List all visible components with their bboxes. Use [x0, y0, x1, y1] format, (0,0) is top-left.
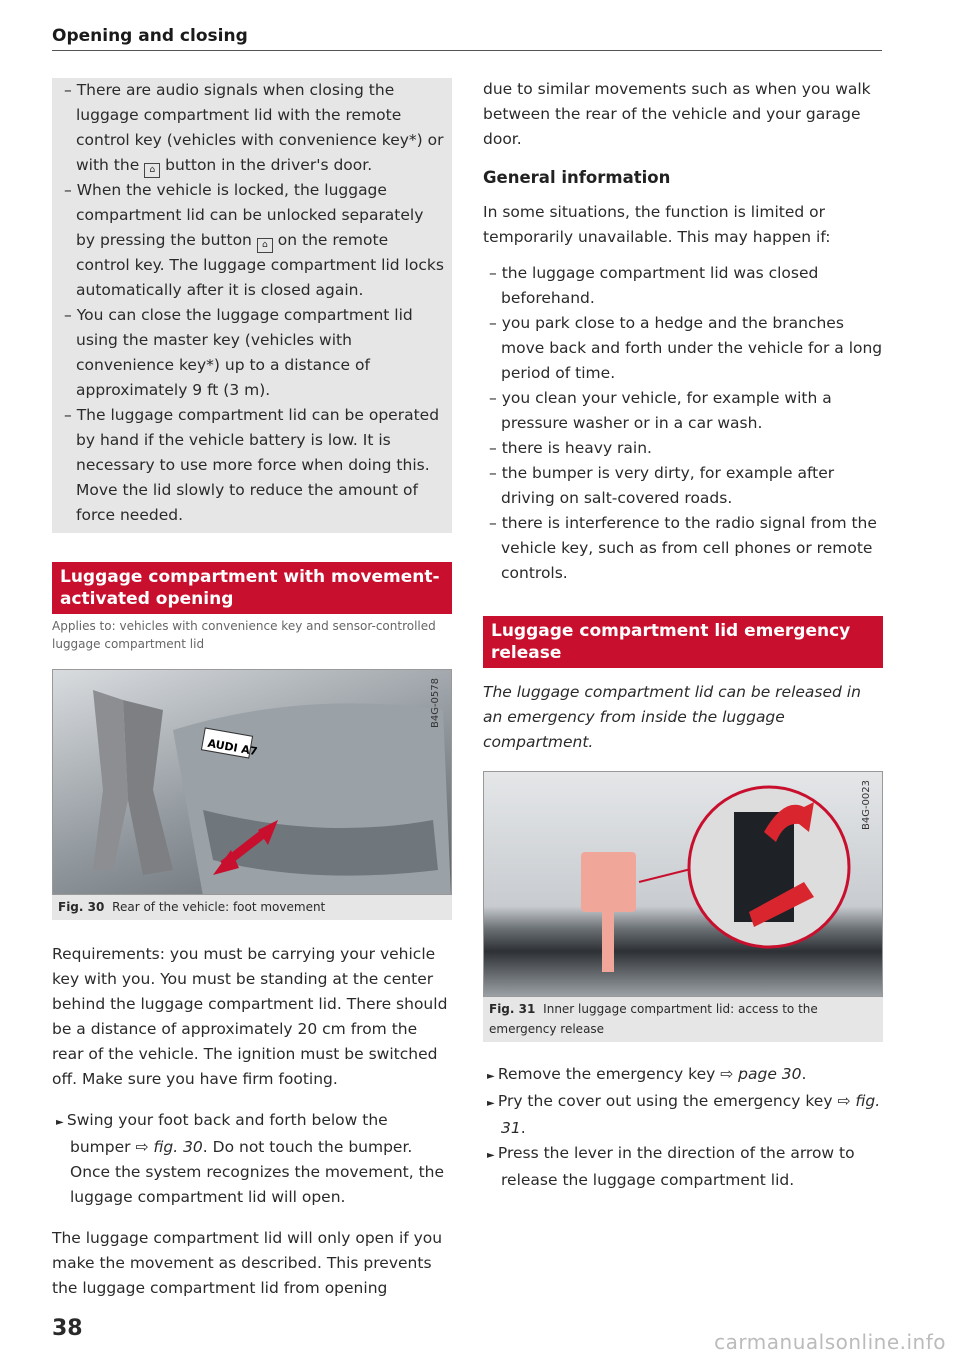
car-rear-image [52, 669, 452, 895]
note-item [58, 78, 446, 178]
step-text: . [801, 1065, 807, 1083]
figure-31 [483, 771, 883, 1042]
figure-code: B4G-0023 [861, 780, 872, 831]
section-title: Luggage compartment with movement-activated opening [52, 562, 452, 614]
car-illustration [53, 670, 452, 895]
figure-code: B4G-0578 [430, 678, 441, 729]
requirements-paragraph: Requirements: you must be carrying your vehicle key with you. You must be standing at the center behind the luggage compartment lid. There should be a distance of approximately 20 cm from the rear of the vehicle. The ignition must be switched off. Make sure you have firm footing. [52, 945, 448, 1088]
figure-caption [483, 997, 883, 1042]
step-text: . [520, 1119, 526, 1137]
figure-number: Fig. 31 [489, 1002, 536, 1016]
note-item: – You can close the luggage compartment lid using the master key (vehicles with convenience key*) up to a distance of approximately 9 ft (3 m). [58, 303, 446, 403]
step-text: Press the lever in the direction of the arrow to release the luggage compartment lid. [497, 1144, 855, 1189]
figure-number: Fig. 30 [58, 900, 105, 914]
step [483, 1089, 883, 1141]
fig-31-link[interactable]: ⇨ fig. 31 [501, 1092, 881, 1137]
caption-text: Inner luggage compartment lid: access to the emergency release [489, 1002, 818, 1036]
step-text: . Do not touch the bumper. Once the system recognizes the movement, the luggage compartment lid will open. [70, 1138, 445, 1206]
page-30-link[interactable]: ⇨ page 30 [720, 1065, 802, 1083]
condition-item: – the luggage compartment lid was closed beforehand. [483, 261, 883, 311]
emergency-release-image [483, 771, 883, 997]
note-item [58, 178, 446, 303]
step [483, 1062, 883, 1089]
condition-item: – you clean your vehicle, for example with a pressure washer or in a car wash. [483, 386, 883, 436]
badge-text: AUDI A7 [206, 736, 259, 759]
step [52, 1108, 452, 1210]
heading-general-information: General information [483, 168, 671, 187]
note-text: button in the driver's door. [165, 156, 373, 174]
applies-to: Applies to: vehicles with convenience key and sensor-controlled luggage compartment lid [52, 619, 436, 651]
paragraph: The luggage compartment lid will only open if you make the movement as described. This prevents the luggage compartment lid from opening [52, 1229, 443, 1297]
right-column [483, 77, 883, 1193]
intro: The luggage compartment lid can be released in an emergency from inside the luggage compartment. [483, 683, 861, 751]
step-text: Swing your foot back and forth below the bumper [66, 1111, 388, 1156]
note-item: – The luggage compartment lid can be operated by hand if the vehicle battery is low. It is necessary to use more force when doing this. Move the lid slowly to reduce the amount of force needed. [58, 403, 446, 528]
release-illustration [484, 772, 883, 997]
section-title: Luggage compartment lid emergency release [483, 616, 883, 668]
condition-item: – there is heavy rain. [483, 436, 883, 461]
paragraph: due to similar movements such as when you walk between the rear of the vehicle and your garage door. [483, 80, 871, 148]
note-text: When the vehicle is locked, the luggage compartment lid can be unlocked separately by pressing the button [76, 181, 424, 249]
step-text: Remove the emergency key [497, 1065, 716, 1083]
fig-30-link[interactable]: ⇨ fig. 30 [135, 1138, 203, 1156]
figure-caption [52, 895, 452, 920]
trunk-button-icon: ⌂ [257, 238, 273, 253]
left-column [52, 78, 452, 1301]
caption-text: Rear of the vehicle: foot movement [112, 900, 326, 914]
step-text: Pry the cover out using the emergency key [497, 1092, 833, 1110]
step [483, 1141, 883, 1193]
note-box [52, 78, 452, 533]
condition-item: – the bumper is very dirty, for example after driving on salt-covered roads. [483, 461, 883, 511]
page-header: Opening and closing [52, 26, 882, 51]
watermark: carmanualsonline.info [714, 1330, 946, 1354]
condition-item: – there is interference to the radio signal from the vehicle key, such as from cell phones or remote controls. [483, 511, 883, 586]
condition-item: – you park close to a hedge and the branches move back and forth under the vehicle for a long period of time. [483, 311, 883, 386]
figure-30 [52, 669, 452, 920]
trunk-button-icon: ⌂ [144, 163, 160, 178]
note-text: on the remote control key. The luggage compartment lid locks automatically after it is closed again. [76, 231, 444, 299]
paragraph: In some situations, the function is limited or temporarily unavailable. This may happen if: [483, 203, 831, 246]
note-text: There are audio signals when closing the luggage compartment lid with the remote control key (vehicles with convenience key*) or with the [76, 81, 444, 174]
page-number: 38 [52, 1316, 83, 1341]
